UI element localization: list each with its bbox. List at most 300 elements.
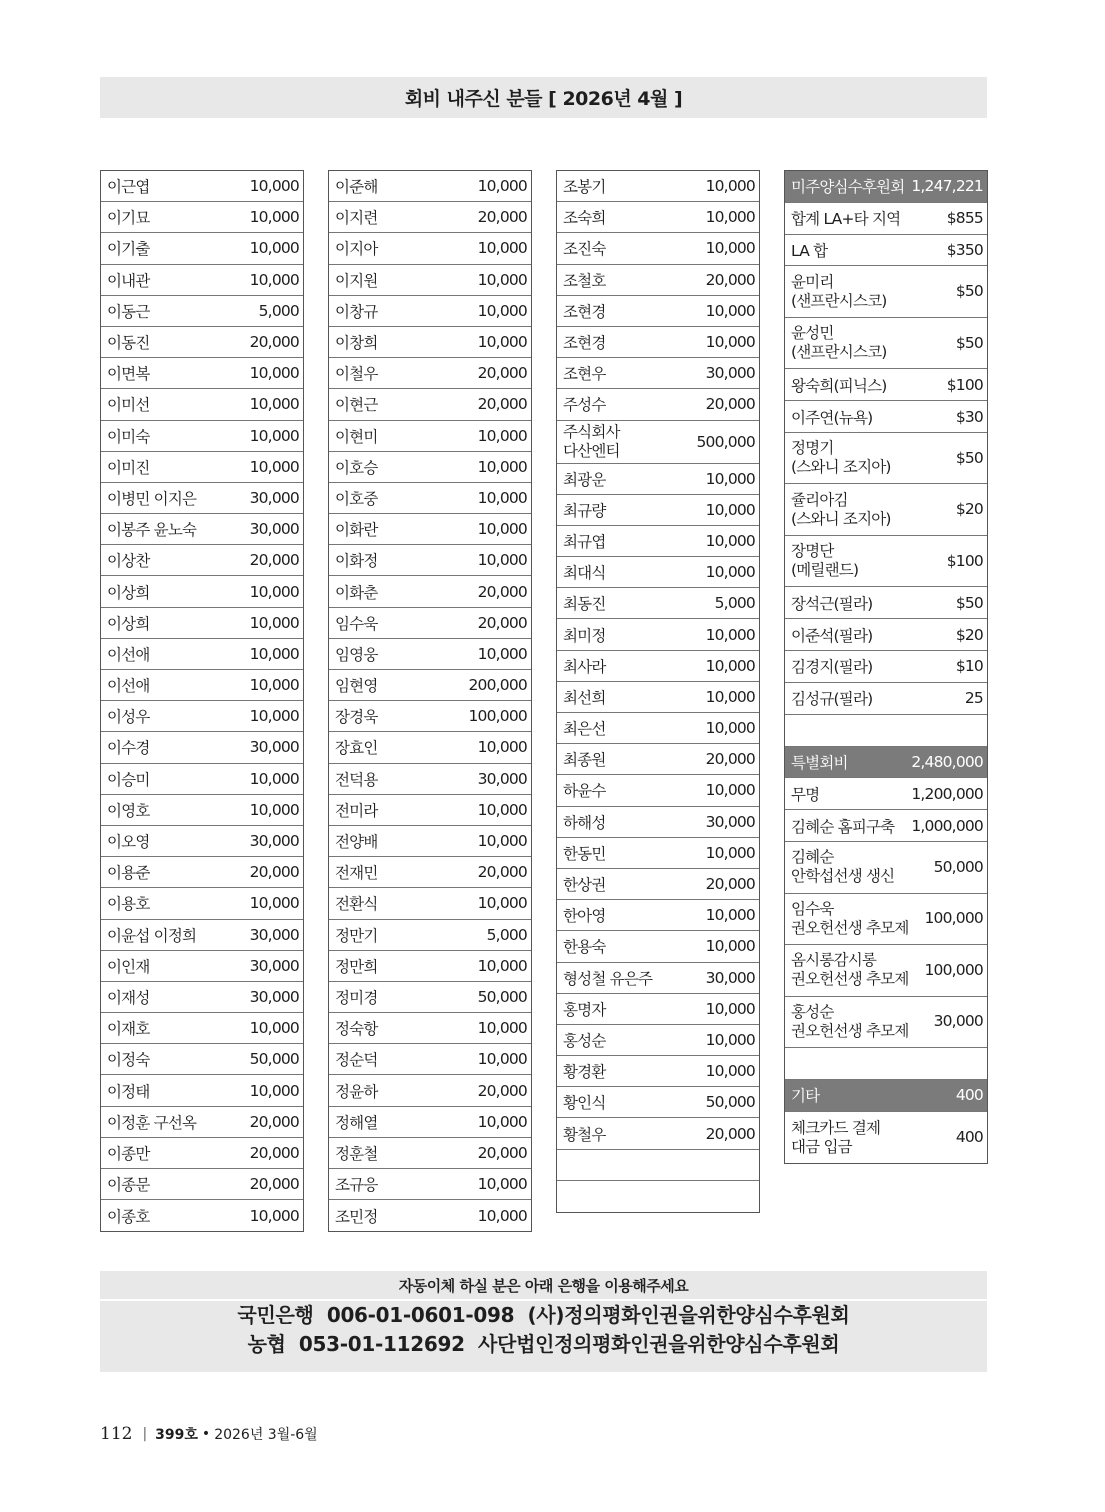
donation-amount: 10,000: [249, 707, 299, 726]
donor-name: 최종원: [563, 751, 606, 770]
donation-amount: 20,000: [477, 208, 527, 227]
donor-name: 이창규: [335, 302, 378, 321]
donation-amount: 10,000: [477, 488, 527, 507]
donor-name: 왕숙희(피닉스): [791, 376, 887, 395]
donation-amount: 10,000: [705, 1030, 755, 1049]
donor-name: LA 합: [791, 241, 828, 260]
blank-row: [785, 1048, 987, 1080]
donation-amount: $50: [955, 593, 983, 612]
donor-row: [557, 1025, 759, 1056]
donor-row: [101, 576, 303, 607]
donation-amount: $30: [955, 407, 983, 426]
donor-name: 전덕용: [335, 770, 378, 789]
donor-name: 이승미: [107, 770, 150, 789]
donor-row: [329, 701, 531, 732]
donor-name: 김혜순 홈피구축: [791, 817, 895, 836]
donation-amount: $100: [946, 375, 983, 394]
donor-row: [557, 744, 759, 775]
donation-amount: 30,000: [249, 738, 299, 757]
donor-row: [101, 233, 303, 264]
donor-row: [557, 296, 759, 327]
donor-row: [557, 931, 759, 962]
donor-row: [557, 1181, 759, 1212]
donor-row: [329, 389, 531, 420]
donor-name: 정훈철: [335, 1144, 378, 1163]
donor-name: 최대식: [563, 564, 606, 583]
donor-row: [329, 202, 531, 233]
donor-row: [785, 203, 987, 235]
donation-amount: 10,000: [705, 531, 755, 550]
donor-row: [785, 894, 987, 946]
donor-row: [557, 713, 759, 744]
donor-name: 최은선: [563, 720, 606, 739]
donation-amount: 10,000: [705, 906, 755, 925]
donation-amount: 10,000: [249, 208, 299, 227]
donor-row: [101, 608, 303, 639]
donor-name: 합계 LA+타 지역: [791, 210, 901, 229]
donation-amount: 10,000: [249, 395, 299, 414]
donation-amount: 10,000: [249, 1019, 299, 1038]
donor-name: 이면복: [107, 365, 150, 384]
donor-name: 정명기 (스와니 조지아): [791, 439, 891, 477]
donation-amount: 500,000: [696, 432, 755, 451]
donor-name: 이선애: [107, 677, 150, 696]
donor-name: 이철우: [335, 365, 378, 384]
donor-row: [557, 1118, 759, 1149]
donor-name: 이정훈 구선옥: [107, 1113, 197, 1132]
donation-amount: 100,000: [924, 909, 983, 928]
donation-amount: 20,000: [477, 613, 527, 632]
bank-account-nonghyup: 농협 053-01-112692 사단법인정의평화인권을위한양심수후원회: [247, 1332, 840, 1356]
donor-row: [785, 651, 987, 683]
donation-amount: 50,000: [933, 857, 983, 876]
donation-amount: 10,000: [477, 333, 527, 352]
donor-name: 이내관: [107, 271, 150, 290]
donation-amount: 20,000: [249, 333, 299, 352]
donor-row: [785, 318, 987, 370]
donation-amount: $50: [955, 282, 983, 301]
donor-row: [329, 1013, 531, 1044]
donation-amount: 10,000: [477, 239, 527, 258]
donor-name: 미주양심수후원회: [791, 178, 905, 197]
donor-row: [101, 265, 303, 296]
donor-name: 한상권: [563, 876, 606, 895]
donor-row: [557, 171, 759, 202]
donation-amount: 25: [964, 689, 983, 708]
donation-amount: 30,000: [249, 925, 299, 944]
donor-name: 이현근: [335, 396, 378, 415]
donor-row: [101, 1107, 303, 1138]
donor-name: 장효인: [335, 739, 378, 758]
donation-amount: 10,000: [477, 956, 527, 975]
donor-name: 형성철 유은주: [563, 969, 653, 988]
donor-row: [785, 266, 987, 318]
donor-name: 이수경: [107, 739, 150, 758]
donation-amount: 10,000: [249, 177, 299, 196]
donor-name: 홍성순 권오헌선생 추모제: [791, 1002, 909, 1040]
donor-name: 이화정: [335, 552, 378, 571]
donation-amount: 2,480,000: [911, 753, 983, 772]
donation-amount: 20,000: [477, 364, 527, 383]
donor-list-column-2: [328, 170, 532, 1232]
donor-name: 이병민 이지은: [107, 489, 197, 508]
donor-name: 이미숙: [107, 427, 150, 446]
donation-amount: 10,000: [705, 177, 755, 196]
donor-row: [101, 545, 303, 576]
donor-row: [785, 235, 987, 267]
donor-name: 임수욱: [335, 614, 378, 633]
donor-row: [101, 358, 303, 389]
donor-row: [557, 869, 759, 900]
donor-name: 옴시롱감시롱 권오헌선생 추모제: [791, 951, 909, 989]
donor-name: 무명: [791, 785, 820, 804]
donor-name: 이봉주 윤노숙: [107, 521, 197, 540]
donor-name: 이기출: [107, 240, 150, 259]
donor-name: 이동근: [107, 302, 150, 321]
donor-name: 최선희: [563, 688, 606, 707]
issue-number: 399호: [155, 1427, 198, 1443]
donation-amount: 10,000: [705, 656, 755, 675]
page-footer: [100, 1424, 318, 1444]
donation-amount: 30,000: [705, 968, 755, 987]
donor-row: [101, 202, 303, 233]
donor-name: 이지아: [335, 240, 378, 259]
donation-amount: 30,000: [249, 520, 299, 539]
donor-row: [329, 857, 531, 888]
donor-name: 조현경: [563, 302, 606, 321]
donor-name: 최규엽: [563, 532, 606, 551]
donor-row: [557, 421, 759, 464]
donation-amount: 20,000: [705, 270, 755, 289]
donor-name: 이상희: [107, 583, 150, 602]
donor-row: [557, 682, 759, 713]
footer-divider: |: [142, 1426, 148, 1442]
donor-name: 이윤섭 이정희: [107, 926, 197, 945]
donor-name: 이지련: [335, 209, 378, 228]
donor-name: 최동진: [563, 595, 606, 614]
donation-amount: 20,000: [705, 750, 755, 769]
donation-amount: 10,000: [249, 644, 299, 663]
donation-amount: 10,000: [249, 676, 299, 695]
issue-date: 2026년 3월-6월: [214, 1427, 318, 1443]
donation-amount: 30,000: [705, 812, 755, 831]
donor-name: 기타: [791, 1087, 820, 1106]
donor-row: [329, 265, 531, 296]
donation-amount: 10,000: [249, 1206, 299, 1225]
donor-name: 이오영: [107, 833, 150, 852]
donor-row: [101, 732, 303, 763]
donor-row: [557, 233, 759, 264]
donor-name: 장경욱: [335, 708, 378, 727]
donation-amount: 5,000: [486, 925, 527, 944]
donation-amount: 50,000: [705, 1093, 755, 1112]
donor-name: 최광운: [563, 470, 606, 489]
donor-name: 이동진: [107, 334, 150, 353]
donation-amount: 1,000,000: [911, 816, 983, 835]
donor-row: [329, 545, 531, 576]
donor-name: 전양배: [335, 833, 378, 852]
donation-amount: 10,000: [705, 687, 755, 706]
donor-row: [101, 764, 303, 795]
donation-amount: 10,000: [249, 270, 299, 289]
donation-amount: $50: [955, 333, 983, 352]
donor-row: [785, 587, 987, 619]
donation-amount: 100,000: [924, 960, 983, 979]
donor-name: 김혜순 안학섭선생 생신: [791, 848, 895, 886]
donation-amount: 30,000: [249, 987, 299, 1006]
donation-amount: 20,000: [705, 1124, 755, 1143]
donor-row: [101, 483, 303, 514]
donor-row: [101, 982, 303, 1013]
donation-amount: 10,000: [477, 520, 527, 539]
donor-list-column-4: [784, 170, 988, 1164]
donation-amount: 10,000: [477, 301, 527, 320]
donor-row: [101, 1138, 303, 1169]
donation-amount: 10,000: [249, 800, 299, 819]
donation-amount: 1,247,221: [911, 177, 983, 196]
donor-row: [557, 557, 759, 588]
donation-amount: $10: [955, 657, 983, 676]
donor-name: 이지원: [335, 271, 378, 290]
donation-amount: $855: [946, 209, 983, 228]
donor-row: [557, 327, 759, 358]
section-header: [785, 1080, 987, 1112]
donor-name: 체크카드 결제 대금 입금: [791, 1118, 881, 1156]
donor-row: [329, 639, 531, 670]
donor-row: [329, 233, 531, 264]
donation-amount: 10,000: [249, 1081, 299, 1100]
donation-amount: 20,000: [477, 395, 527, 414]
donor-name: 이재호: [107, 1020, 150, 1039]
donor-name: 조민정: [335, 1207, 378, 1226]
donor-row: [329, 1075, 531, 1106]
donor-row: [557, 807, 759, 838]
donation-amount: 20,000: [705, 875, 755, 894]
donor-row: [557, 619, 759, 650]
donor-name: 장석근(필라): [791, 594, 873, 613]
donor-name: 이창희: [335, 334, 378, 353]
donor-name: 한아영: [563, 907, 606, 926]
donor-name: 윤성민 (샌프란시스코): [791, 324, 887, 362]
donor-row: [785, 810, 987, 842]
donor-name: 이상희: [107, 614, 150, 633]
donation-amount: 200,000: [468, 676, 527, 695]
donor-name: 정윤하: [335, 1082, 378, 1101]
donor-row: [557, 651, 759, 682]
donor-row: [329, 1107, 531, 1138]
donation-amount: 10,000: [477, 1112, 527, 1131]
donation-amount: $350: [946, 240, 983, 259]
donor-row: [329, 764, 531, 795]
donation-amount: 10,000: [705, 500, 755, 519]
donor-name: 임현영: [335, 677, 378, 696]
donor-row: [101, 389, 303, 420]
donor-row: [329, 421, 531, 452]
donor-row: [101, 1200, 303, 1231]
donation-amount: 10,000: [705, 208, 755, 227]
donation-amount: 10,000: [705, 937, 755, 956]
donation-amount: 10,000: [477, 832, 527, 851]
donation-amount: 10,000: [705, 781, 755, 800]
donor-row: [785, 842, 987, 894]
donor-row: [785, 619, 987, 651]
donation-amount: 5,000: [258, 301, 299, 320]
donor-name: 이화란: [335, 521, 378, 540]
donation-amount: 400: [955, 1086, 983, 1105]
donor-row: [329, 1200, 531, 1231]
donor-name: 주성수: [563, 396, 606, 415]
donor-name: 정숙항: [335, 1020, 378, 1039]
donor-name: 조진숙: [563, 240, 606, 259]
donor-name: 정만희: [335, 957, 378, 976]
donor-row: [329, 951, 531, 982]
donation-amount: 10,000: [249, 239, 299, 258]
donor-name: 정미경: [335, 988, 378, 1007]
donor-name: 이미진: [107, 458, 150, 477]
donation-amount: 10,000: [249, 457, 299, 476]
donation-amount: 10,000: [477, 270, 527, 289]
donor-row: [329, 795, 531, 826]
donor-row: [329, 514, 531, 545]
donation-amount: 20,000: [249, 1112, 299, 1131]
donor-name: 이기묘: [107, 209, 150, 228]
donor-row: [101, 639, 303, 670]
donor-name: 전미라: [335, 801, 378, 820]
donation-amount: 10,000: [249, 364, 299, 383]
donor-name: 이용호: [107, 895, 150, 914]
donor-row: [329, 888, 531, 919]
donor-name: 조봉기: [563, 178, 606, 197]
donor-row: [785, 433, 987, 485]
donor-name: 이호중: [335, 489, 378, 508]
donor-row: [329, 452, 531, 483]
donor-row: [101, 888, 303, 919]
section-header: [785, 171, 987, 203]
donor-name: 조규응: [335, 1176, 378, 1195]
donor-row: [101, 795, 303, 826]
donor-name: 하윤수: [563, 782, 606, 801]
donor-name: 한용숙: [563, 938, 606, 957]
donor-name: 임수욱 권오헌선생 추모제: [791, 899, 909, 937]
donor-name: 조현우: [563, 365, 606, 384]
donor-row: [785, 401, 987, 433]
donor-name: 이종호: [107, 1207, 150, 1226]
donor-name: 이정숙: [107, 1051, 150, 1070]
donor-name: 정순덕: [335, 1051, 378, 1070]
page-title: 회비 내주신 분들 [ 2026년 4월 ]: [100, 77, 987, 118]
donation-amount: 10,000: [705, 843, 755, 862]
donation-amount: 10,000: [249, 894, 299, 913]
donor-row: [329, 608, 531, 639]
bank-info-heading: 자동이체 하실 분은 아래 은행을 이용해주세요: [100, 1271, 987, 1301]
donor-name: 한동민: [563, 844, 606, 863]
donation-amount: 100,000: [468, 707, 527, 726]
donor-name: 정해열: [335, 1113, 378, 1132]
donation-amount: 20,000: [249, 1175, 299, 1194]
donor-name: 이성우: [107, 708, 150, 727]
donation-amount: 10,000: [705, 301, 755, 320]
donation-amount: 20,000: [477, 863, 527, 882]
donation-amount: 30,000: [933, 1012, 983, 1031]
donor-name: 최규량: [563, 501, 606, 520]
donor-name: 이현미: [335, 427, 378, 446]
donation-amount: 1,200,000: [911, 784, 983, 803]
donor-name: 이준해: [335, 178, 378, 197]
donor-row: [101, 701, 303, 732]
donor-row: [329, 920, 531, 951]
donor-name: 이정태: [107, 1082, 150, 1101]
donation-amount: 30,000: [477, 769, 527, 788]
donor-name: 황인식: [563, 1094, 606, 1113]
donor-name: 최사라: [563, 657, 606, 676]
donation-amount: 10,000: [477, 551, 527, 570]
donation-amount: 10,000: [705, 333, 755, 352]
donor-list-column-1: [100, 170, 304, 1232]
donor-row: [101, 514, 303, 545]
donor-row: [329, 483, 531, 514]
donation-amount: 10,000: [477, 1206, 527, 1225]
donation-amount: 50,000: [249, 1050, 299, 1069]
donor-name: 최미정: [563, 626, 606, 645]
donation-amount: 10,000: [477, 800, 527, 819]
donation-amount: 20,000: [477, 1081, 527, 1100]
donor-row: [101, 857, 303, 888]
donor-name: 전재민: [335, 864, 378, 883]
donation-amount: 10,000: [477, 644, 527, 663]
donor-row: [557, 838, 759, 869]
donor-row: [785, 369, 987, 401]
donor-row: [101, 920, 303, 951]
donor-row: [329, 358, 531, 389]
donor-name: 주식회사 다산엔티: [563, 422, 620, 460]
donor-row: [101, 826, 303, 857]
donor-name: 윤미리 (샌프란시스코): [791, 272, 887, 310]
donation-amount: 10,000: [705, 999, 755, 1018]
donor-name: 조숙희: [563, 209, 606, 228]
donor-row: [101, 1075, 303, 1106]
donor-row: [785, 536, 987, 588]
donor-name: 정만기: [335, 926, 378, 945]
donation-amount: 10,000: [705, 625, 755, 644]
donor-row: [785, 945, 987, 997]
donation-amount: 10,000: [705, 1062, 755, 1081]
donation-amount: 10,000: [477, 1019, 527, 1038]
bank-account-kookmin: 국민은행 006-01-0601-098 (사)정의평화인권을위한양심수후원회: [237, 1303, 850, 1327]
donor-row: [557, 1056, 759, 1087]
donor-name: 홍성순: [563, 1031, 606, 1050]
donation-amount: 10,000: [249, 582, 299, 601]
donor-row: [557, 775, 759, 806]
donation-amount: 10,000: [477, 457, 527, 476]
donor-row: [329, 732, 531, 763]
donation-amount: $20: [955, 625, 983, 644]
donor-name: 황철우: [563, 1125, 606, 1144]
donor-name: 이선애: [107, 645, 150, 664]
donor-row: [557, 202, 759, 233]
donation-amount: 400: [955, 1128, 983, 1147]
donation-amount: $100: [946, 551, 983, 570]
donation-amount: 10,000: [477, 738, 527, 757]
donation-amount: 10,000: [477, 177, 527, 196]
donation-amount: $20: [955, 500, 983, 519]
donor-row: [329, 171, 531, 202]
donor-row: [329, 1044, 531, 1075]
donor-row: [329, 1169, 531, 1200]
donor-row: [329, 826, 531, 857]
donor-name: 전환식: [335, 895, 378, 914]
donor-row: [785, 683, 987, 715]
donor-name: 이종문: [107, 1176, 150, 1195]
